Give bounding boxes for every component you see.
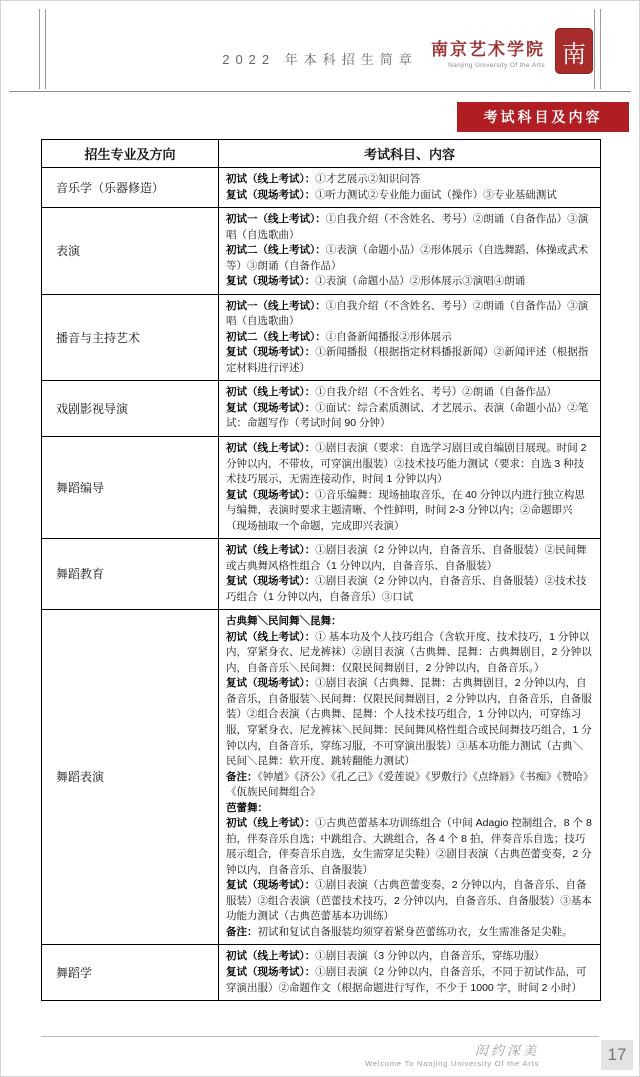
exam-section-line: 芭蕾舞： <box>226 801 268 814</box>
university-name-cn: 南京艺术学院 <box>431 40 545 59</box>
exam-section-line: 初试一（线上考试）：①自我介绍（不含姓名、考号）②朗诵（自备作品）③演唱（自选歌曲） <box>226 213 589 241</box>
exam-section-line: 初试（线上考试）：①剧目表演（要求：自选学习剧目或自编剧目展现。时间 2 分钟以内，不带妆，可穿演出服装）②技术技巧能力测试（要求：自选 3 种技术技巧展示，无需连接动作，时间 1 分钟以内） <box>226 441 587 486</box>
exam-section-line: 复试（现场考试）：①音乐编舞：现场抽取音乐，在 40 分钟以内进行独立构思与编舞，表演时要求主题清晰、个性鲜明，时间 2-3 分钟以内；②命题即兴（现场抽取一个命题，完成即兴表演） <box>226 488 585 532</box>
table-header-row <box>42 140 601 168</box>
major-cell: 播音与主持艺术 <box>42 294 219 381</box>
table-row <box>42 539 601 610</box>
major-cell: 舞蹈学 <box>42 945 219 1001</box>
content-cell <box>219 610 601 945</box>
exam-section-line: 初试（线上考试）：①自我介绍（不含姓名、考号）②朗诵（自备作品） <box>226 386 557 399</box>
exam-section-line: 古典舞＼民间舞＼昆舞： <box>226 615 342 628</box>
page-number: 17 <box>601 1040 633 1070</box>
exam-section-line: 初试（线上考试）：① 基本功及个人技巧组合（含软开度、技术技巧，1 分钟以内，穿紧身衣、尼龙裤袜）②剧目表演（古典舞、昆舞：古典舞剧目，2 分钟以内，自备音乐＼民间舞：仅限民间舞剧目，2 分钟以内，自备音乐。） <box>226 630 592 674</box>
major-cell: 音乐学（乐器修造） <box>42 168 219 208</box>
content-cell <box>219 436 601 538</box>
content-cell <box>219 381 601 437</box>
footer-welcome-text: Welcome To Nanjing University Of the Arts <box>365 1059 539 1068</box>
content-cell <box>219 539 601 610</box>
header-divider <box>9 91 631 92</box>
content-cell <box>219 208 601 295</box>
content-cell <box>219 945 601 1001</box>
exam-section-line: 备注：初试和复试自备服装均须穿着紧身芭蕾练功衣，女生需准备足尖鞋。 <box>226 925 573 938</box>
table-row <box>42 168 601 208</box>
major-cell: 表演 <box>42 208 219 295</box>
exam-section-line: 初试（线上考试）：①剧目表演（3 分钟以内，自备音乐，穿练功服） <box>226 950 545 963</box>
table-row <box>42 208 601 295</box>
exam-section-line: 初试二（线上考试）：①表演（命题小品）②形体展示（自选舞蹈、体操或武术等）③朗诵（自备作品） <box>226 244 589 272</box>
column-header-content: 考试科目、内容 <box>219 140 601 168</box>
table-row <box>42 610 601 945</box>
footer-divider <box>41 1036 599 1037</box>
table-row <box>42 294 601 381</box>
section-label: 考试科目及内容 <box>457 102 629 132</box>
exam-section-line: 初试（线上考试）：①才艺展示②知识问答 <box>226 173 421 185</box>
major-cell: 舞蹈教育 <box>42 539 219 610</box>
major-cell: 舞蹈编导 <box>42 436 219 538</box>
table-row <box>42 381 601 437</box>
exam-section-line: 初试（线上考试）：①古典芭蕾基本功训练组合（中间 Adagio 控制组合，8 个 8 拍，伴奏音乐自选；中跳组合、大跳组合，各 4 个 8 拍，伴奏音乐自选；技巧展示组合，伴奏音乐自选，女生需穿足尖鞋）②剧目表演（古典芭蕾变奏，2 分钟以内，自备音乐、自备服装） <box>226 817 592 876</box>
school-motto: 闳约深美 <box>474 1044 539 1059</box>
exam-section-line: 备注：《钟馗》《济公》《孔乙己》《爱莲说》《罗敷行》《点绛唇》《书痴》《赞哈》《佤族民间舞组合》 <box>226 770 589 799</box>
exam-section-line: 复试（现场考试）：①剧目表演（2 分钟以内，自备音乐，不同于初试作品，可穿演出服）②命题作文（根据命题进行写作，不少于 1000 字，时间 2 小时） <box>226 965 587 994</box>
page-title: 2022 年本科招生简章 <box>222 52 418 67</box>
exam-section-line: 复试（现场考试）：①新闻播报（根据指定材料播报新闻）②新闻评述（根据指定材料进行评述） <box>226 346 589 374</box>
university-logo <box>431 35 545 69</box>
column-header-major: 招生专业及方向 <box>42 140 219 168</box>
university-seal-icon <box>555 28 593 74</box>
table-row <box>42 436 601 538</box>
exam-subjects-table <box>41 139 601 1001</box>
major-cell: 戏剧影视导演 <box>42 381 219 437</box>
exam-section-line: 初试一（线上考试）：①自我介绍（不含姓名、考号）②朗诵（自备作品）③演唱（自选歌曲） <box>226 299 589 328</box>
university-name-en: Nanjing University Of the Arts <box>448 62 545 69</box>
exam-section-line: 复试（现场考试）：①面试：综合素质测试、才艺展示、表演（命题小品）②笔试：命题写作（考试时间 90 分钟） <box>226 401 589 430</box>
exam-section-line: 复试（现场考试）：①剧目表演（2 分钟以内，自备音乐、自备服装）②技术技巧组合（1 分钟以内，自备音乐）③口试 <box>226 575 587 603</box>
major-cell: 舞蹈表演 <box>42 610 219 945</box>
content-cell <box>219 294 601 381</box>
seal-glyph: 南 <box>562 41 586 68</box>
exam-section-line: 复试（现场考试）：①听力测试②专业能力面试（操作）③专业基础测试 <box>226 188 557 201</box>
table-row <box>42 945 601 1001</box>
exam-section-line: 初试二（线上考试）：①自备新闻播报②形体展示 <box>226 330 452 343</box>
exam-section-line: 复试（现场考试）：①剧目表演（古典舞、昆舞：古典舞剧目，2 分钟以内，自备音乐，自备服装＼民间舞：仅限民间舞剧目，2 分钟以内，自备音乐，自备服装）②组合表演（古典舞、昆舞：个人技术技巧组合，1 分钟以内，可穿练习服，穿紧身衣、尼龙裤袜＼民间舞：民间舞风格性组合或民间舞技巧组合，1 分钟以内，自备音乐，穿练习服，不可穿演出服装）③基本功能力测试（古典＼民间＼昆舞：软开度、跳转翻能力测试） <box>226 677 592 768</box>
exam-section-line: 复试（现场考试）：①剧目表演（古典芭蕾变奏，2 分钟以内，自备音乐、自备服装）②组合表演（芭蕾技术技巧，2 分钟以内，自备音乐、自备服装）③基本功能力测试（古典芭蕾基本功训练） <box>226 879 592 923</box>
exam-section-line: 初试（线上考试）：①剧目表演（2 分钟以内，自备音乐、自备服装）②民间舞或古典舞风格性组合（1 分钟以内，自备音乐、自备服装） <box>226 544 587 572</box>
exam-section-line: 复试（现场考试）：①表演（命题小品）②形体展示③演唱④朗诵 <box>226 275 526 288</box>
content-cell <box>219 168 601 208</box>
